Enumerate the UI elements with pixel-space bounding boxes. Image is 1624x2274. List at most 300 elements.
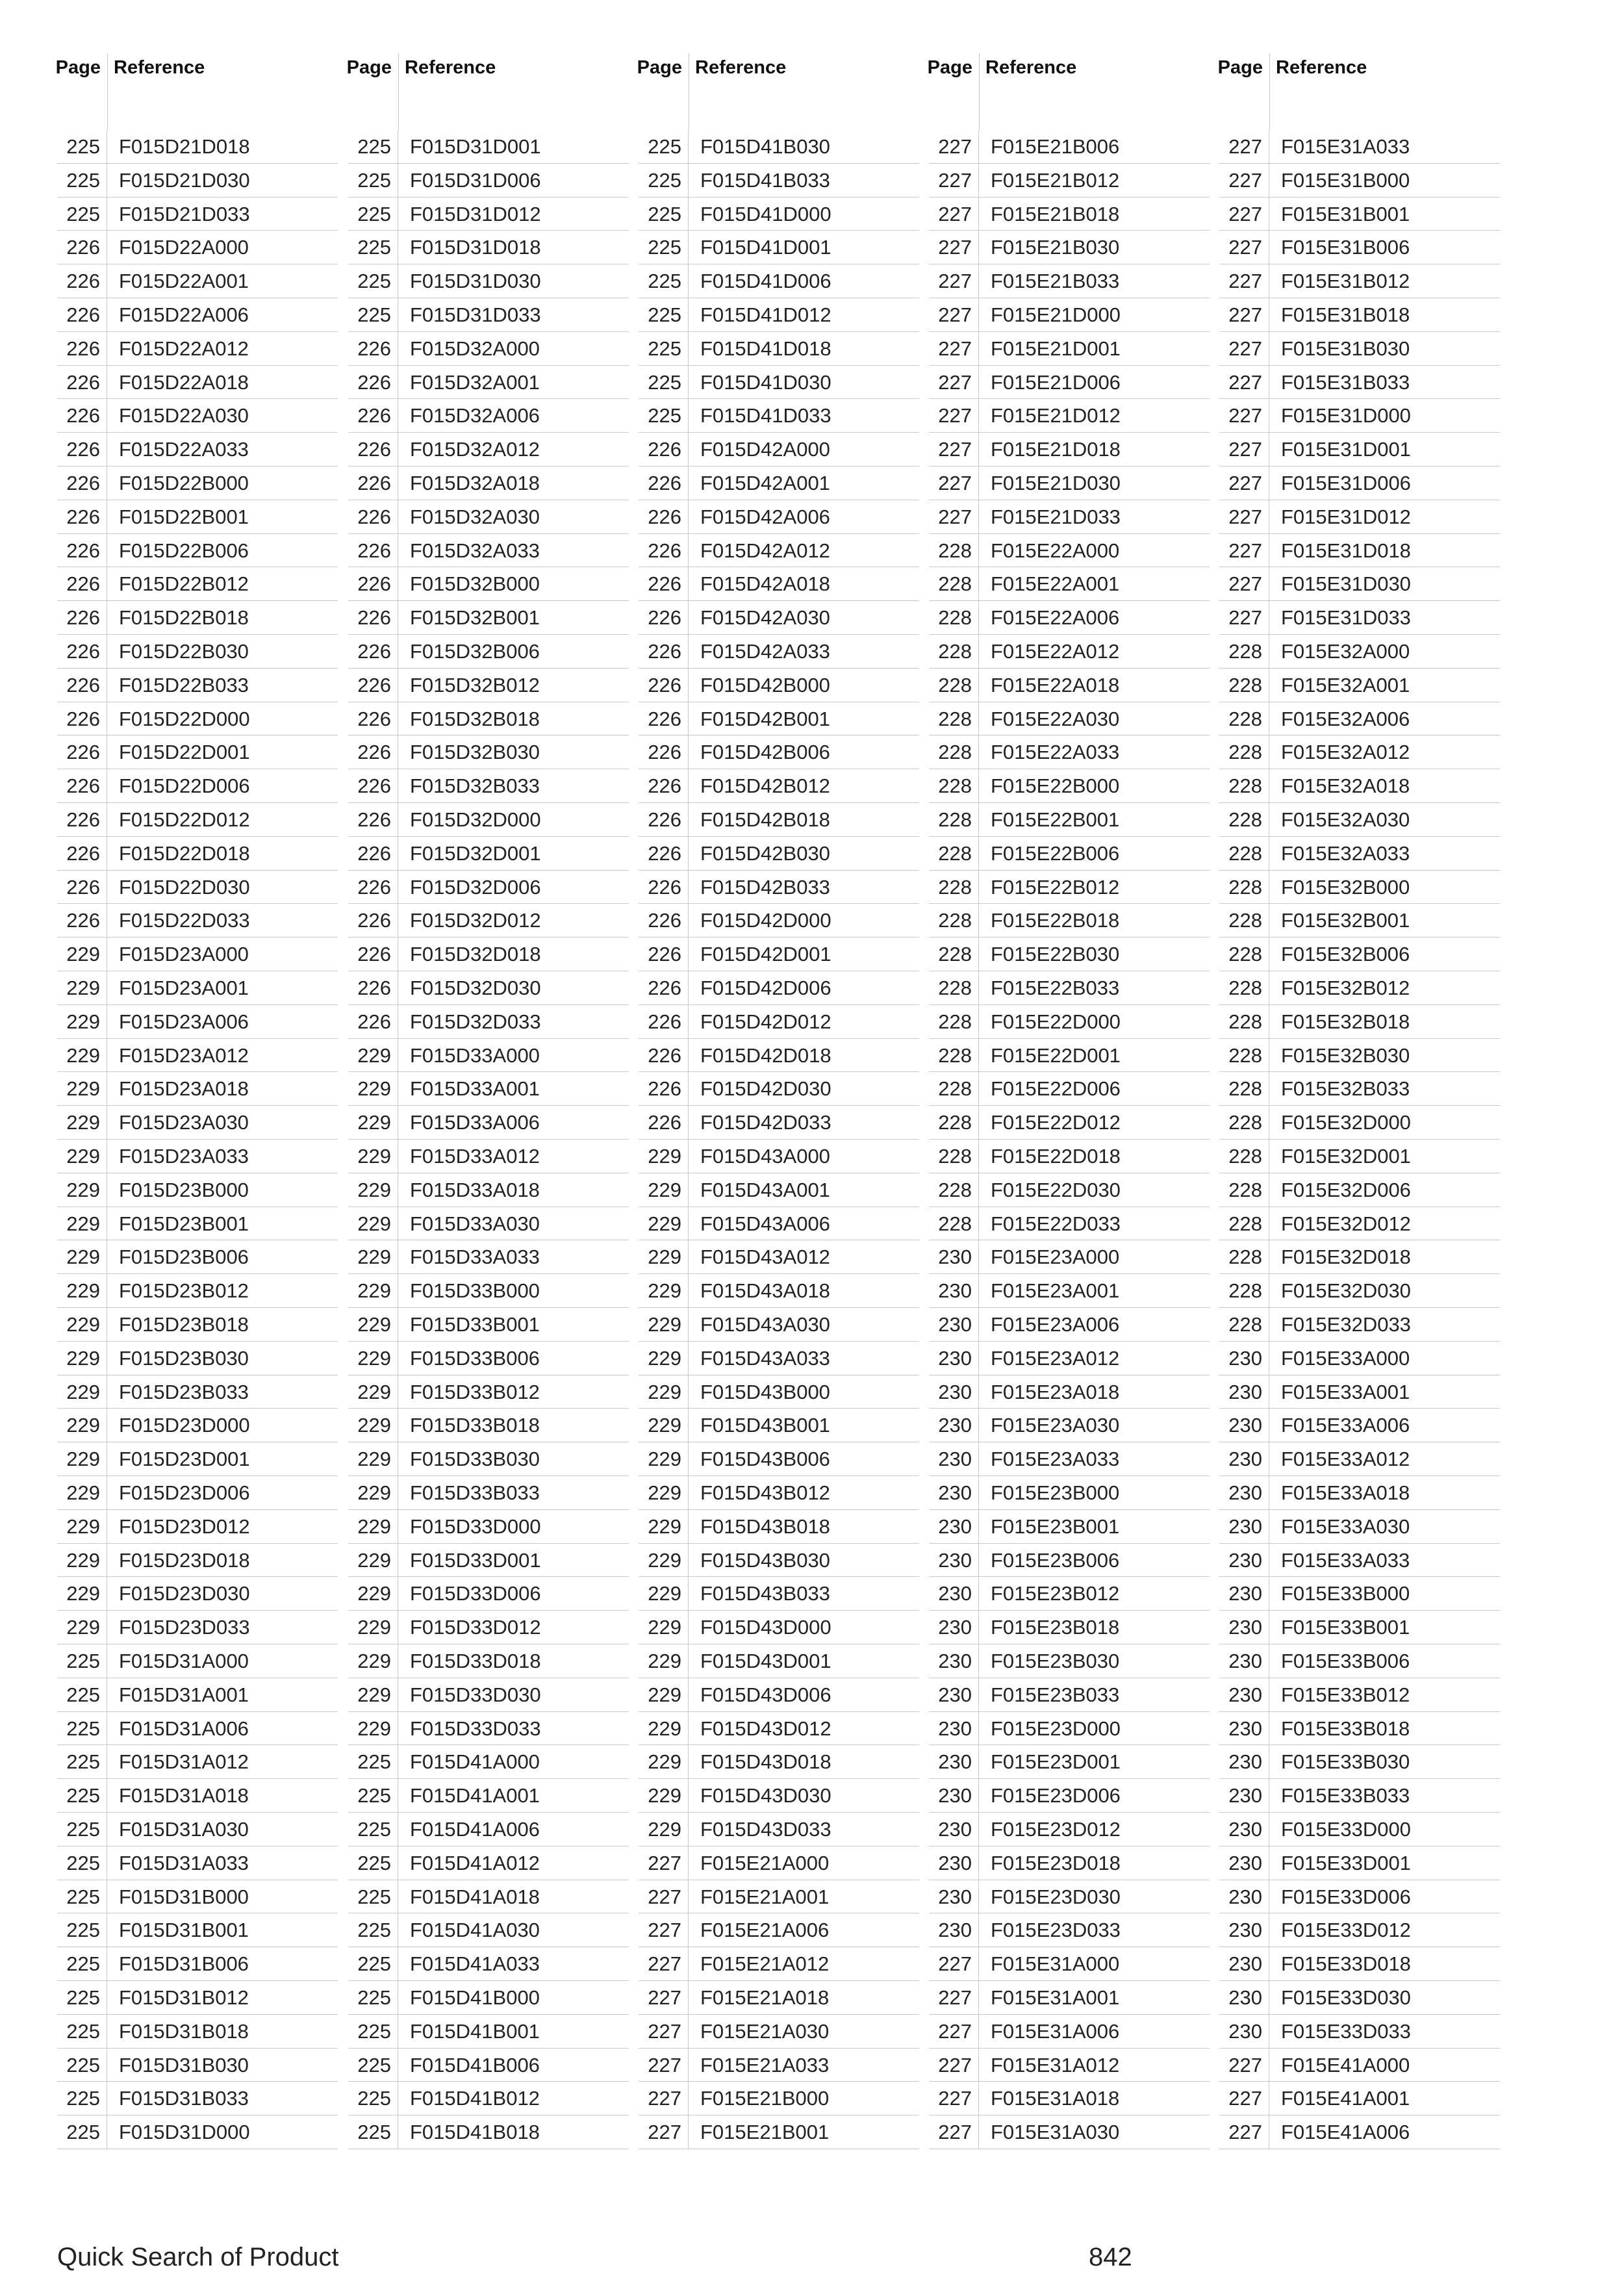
reference-cell: F015E33D012: [1281, 1919, 1411, 1942]
table-row: [57, 231, 338, 264]
reference-cell: F015E32B006: [1281, 943, 1410, 966]
page-number-cell: 226: [639, 735, 689, 769]
table-row: [348, 1913, 629, 1947]
page-number-cell: 225: [57, 130, 107, 163]
page-number-cell: 229: [57, 1173, 107, 1207]
reference-cell: F015E23A030: [991, 1414, 1120, 1437]
table-row: [639, 332, 919, 366]
reference-cell: F015D31A012: [119, 1750, 249, 1774]
table-row: [348, 298, 629, 332]
reference-cell: F015E21B018: [991, 202, 1120, 225]
page-number-cell: 229: [57, 1240, 107, 1273]
table-row: [57, 1375, 338, 1409]
page-number-cell: 225: [348, 2115, 398, 2149]
table-row: [639, 1510, 919, 1544]
reference-cell: F015D42B000: [700, 673, 830, 696]
page-number-cell: 230: [1219, 1544, 1269, 1577]
table-row: [1219, 1274, 1500, 1308]
reference-cell: F015E31B033: [1281, 370, 1410, 394]
reference-cell: F015D33A018: [410, 1178, 540, 1201]
reference-cell: F015D31D001: [410, 135, 541, 158]
page-number-cell: 226: [348, 500, 398, 533]
table-row: [348, 669, 629, 702]
reference-cell: F015D31B033: [119, 2087, 249, 2110]
table-row: [57, 871, 338, 904]
table-row: [348, 1039, 629, 1073]
reference-cell: F015D31D006: [410, 168, 541, 192]
table-row: [348, 366, 629, 400]
page-number-cell: 230: [1219, 1712, 1269, 1745]
reference-cell: F015E23D006: [991, 1784, 1121, 1808]
reference-cell: F015D23D018: [119, 1548, 250, 1572]
table-row: [348, 837, 629, 871]
page-number-cell: 230: [929, 1913, 979, 1947]
page-number-cell: 225: [57, 2082, 107, 2115]
reference-cell: F015E23D033: [991, 1919, 1121, 1942]
reference-cell: F015E22B006: [991, 841, 1120, 865]
page-number-cell: 229: [348, 1039, 398, 1072]
reference-cell: F015D33B006: [410, 1346, 540, 1370]
table-row: [348, 971, 629, 1005]
page-number-cell: 228: [1219, 1140, 1269, 1173]
reference-cell: F015D43A018: [700, 1279, 830, 1303]
reference-cell: F015D23A006: [119, 1010, 249, 1033]
page-number-cell: 225: [639, 332, 689, 365]
page-number-cell: 226: [57, 735, 107, 769]
reference-cell: F015D31A018: [119, 1784, 249, 1808]
table-row: [929, 1342, 1210, 1375]
page-number-cell: 226: [639, 534, 689, 567]
page-number-cell: 229: [348, 1072, 398, 1105]
page-number-cell: 225: [348, 1981, 398, 2014]
table-row: [639, 1846, 919, 1880]
reference-cell: F015E31B000: [1281, 168, 1410, 192]
reference-cell: F015E41A006: [1281, 2121, 1410, 2144]
page-number-cell: 228: [929, 534, 979, 567]
reference-cell: F015D41A001: [410, 1784, 540, 1808]
page-number-cell: 225: [348, 1880, 398, 1913]
reference-cell: F015E22A001: [991, 572, 1120, 596]
reference-cell: F015E22B001: [991, 808, 1120, 831]
header-reference-label: Reference: [985, 57, 1077, 78]
reference-cell: F015D33B000: [410, 1279, 540, 1303]
page-number-cell: 226: [348, 669, 398, 702]
page-number-cell: 228: [929, 1140, 979, 1173]
reference-cell: F015D32A006: [410, 404, 540, 428]
table-row: [57, 433, 338, 466]
table-row: [639, 198, 919, 231]
table-row: [1219, 1409, 1500, 1442]
reference-cell: F015D42A006: [700, 505, 830, 528]
page-number-cell: 225: [639, 130, 689, 163]
page-number-cell: 230: [929, 1240, 979, 1273]
reference-cell: F015D41D030: [700, 370, 831, 394]
table-row: [929, 567, 1210, 601]
table-row: [348, 1611, 629, 1644]
header-reference-label: Reference: [114, 57, 205, 78]
table-row: [639, 1644, 919, 1678]
reference-cell: F015D32B012: [410, 673, 540, 696]
page-number-cell: 230: [1219, 1678, 1269, 1711]
reference-cell: F015D42B033: [700, 875, 830, 899]
reference-cell: F015D23A012: [119, 1043, 249, 1067]
table-row: [639, 1240, 919, 1274]
reference-cell: F015D23D033: [119, 1616, 250, 1639]
page-number-cell: 225: [348, 298, 398, 331]
reference-cell: F015D22B030: [119, 640, 249, 663]
page-number-cell: 229: [57, 1274, 107, 1307]
page-number-cell: 229: [639, 1207, 689, 1240]
page-number-cell: 229: [639, 1510, 689, 1543]
reference-cell: F015D43D018: [700, 1750, 831, 1774]
table-row: [57, 1577, 338, 1611]
page-number-cell: 229: [57, 1611, 107, 1644]
reference-cell: F015E21A030: [700, 2019, 830, 2043]
reference-cell: F015D42B001: [700, 707, 830, 730]
page-number-cell: 229: [348, 1409, 398, 1442]
table-row: [57, 1779, 338, 1813]
table-row: [639, 500, 919, 534]
page-number-cell: 228: [1219, 1207, 1269, 1240]
reference-cell: F015E22D006: [991, 1077, 1121, 1101]
reference-cell: F015E41A001: [1281, 2087, 1410, 2110]
table-row: [348, 1005, 629, 1039]
table-row: [57, 500, 338, 534]
table-row: [348, 534, 629, 568]
page-number-cell: 226: [348, 702, 398, 735]
table-row: [639, 433, 919, 466]
reference-cell: F015E31B030: [1281, 337, 1410, 360]
reference-cell: F015D22B006: [119, 539, 249, 562]
table-row: [639, 1981, 919, 2015]
page-number-cell: 225: [348, 2015, 398, 2048]
page-number-cell: 229: [57, 1342, 107, 1375]
table-row: [929, 702, 1210, 736]
page-number-cell: 226: [57, 837, 107, 870]
table-row: [1219, 1072, 1500, 1106]
reference-cell: F015D43B018: [700, 1514, 830, 1538]
page-number-cell: 227: [1219, 2115, 1269, 2149]
page-number-cell: 229: [57, 1577, 107, 1610]
page-number-cell: 225: [348, 1846, 398, 1880]
page-number-cell: 228: [929, 1173, 979, 1207]
page-number-cell: 229: [57, 1005, 107, 1038]
page-number-cell: 225: [57, 1947, 107, 1980]
reference-cell: F015D31D000: [119, 2121, 250, 2144]
table-row: [348, 399, 629, 433]
table-row: [929, 1442, 1210, 1476]
table-row: [639, 1375, 919, 1409]
reference-cell: F015D22A012: [119, 337, 249, 360]
page-number-cell: 226: [348, 534, 398, 567]
page-number-cell: 228: [929, 803, 979, 836]
table-row: [639, 534, 919, 568]
page-number-cell: 230: [929, 1476, 979, 1509]
reference-cell: F015E21B001: [700, 2121, 830, 2144]
reference-cell: F015E23A000: [991, 1246, 1120, 1269]
table-row: [639, 1409, 919, 1442]
reference-cell: F015E22B033: [991, 977, 1120, 999]
page-number-cell: 227: [639, 1981, 689, 2014]
table-row: [1219, 601, 1500, 635]
page-number-cell: 225: [57, 1846, 107, 1880]
reference-cell: F015E22D000: [991, 1010, 1121, 1033]
reference-cell: F015D23B001: [119, 1212, 249, 1235]
reference-cell: F015D31B006: [119, 1952, 249, 1976]
page-number-cell: 226: [348, 601, 398, 634]
reference-cell: F015E23D012: [991, 1818, 1121, 1841]
page-number-cell: 226: [639, 871, 689, 904]
table-row: [348, 1140, 629, 1173]
page-number-cell: 225: [348, 1745, 398, 1778]
reference-cell: F015D22D012: [119, 808, 250, 831]
table-row: [57, 702, 338, 736]
reference-cell: F015E32A012: [1281, 741, 1410, 764]
table-row: [348, 1308, 629, 1342]
page-number-cell: 225: [348, 1779, 398, 1812]
table-row: [929, 769, 1210, 803]
table-row: [1219, 1981, 1500, 2015]
table-row: [639, 2015, 919, 2049]
reference-cell: F015E32D000: [1281, 1111, 1411, 1134]
page-number-cell: 228: [929, 837, 979, 870]
page-number-cell: 226: [57, 433, 107, 466]
reference-cell: F015D32D001: [410, 841, 541, 865]
table-row: [929, 264, 1210, 298]
table-row: [929, 938, 1210, 971]
page-number-cell: 226: [639, 971, 689, 1004]
reference-cell: F015E22A030: [991, 707, 1120, 730]
table-row: [348, 1240, 629, 1274]
table-row: [639, 2115, 919, 2149]
reference-cell: F015E21D000: [991, 303, 1121, 326]
page-number-cell: 227: [639, 1846, 689, 1880]
table-row: [929, 500, 1210, 534]
table-row: [639, 1342, 919, 1375]
reference-cell: F015E21B030: [991, 236, 1120, 259]
page-number-cell: 225: [348, 2049, 398, 2082]
table-row: [929, 298, 1210, 332]
page-number-cell: 226: [57, 769, 107, 802]
table-row: [348, 500, 629, 534]
table-row: [1219, 1611, 1500, 1644]
reference-cell: F015D23A030: [119, 1111, 249, 1134]
page-number-cell: 229: [639, 1342, 689, 1375]
table-row: [348, 164, 629, 198]
reference-cell: F015D42D012: [700, 1010, 831, 1033]
table-row: [57, 332, 338, 366]
table-row: [639, 399, 919, 433]
table-row: [929, 1880, 1210, 1914]
page-number-cell: 227: [1219, 433, 1269, 466]
table-row: [57, 635, 338, 669]
page-number-cell: 229: [639, 1544, 689, 1577]
page-number-cell: 228: [929, 1039, 979, 1072]
reference-cell: F015D22D000: [119, 707, 250, 730]
page-number-cell: 226: [57, 399, 107, 432]
reference-cell: F015D42B018: [700, 808, 830, 831]
reference-cell: F015E31A030: [991, 2121, 1120, 2144]
page-number-cell: 228: [929, 1072, 979, 1105]
table-row: [1219, 1039, 1500, 1073]
reference-cell: F015D32D030: [410, 977, 541, 999]
page-number-cell: 230: [1219, 1913, 1269, 1947]
table-row: [348, 1846, 629, 1880]
page-number-cell: 226: [348, 332, 398, 365]
reference-cell: F015D41A033: [410, 1952, 540, 1976]
reference-cell: F015E23B030: [991, 1650, 1120, 1672]
page-number-cell: 227: [929, 399, 979, 432]
page-number-cell: 227: [1219, 399, 1269, 432]
page-number-cell: 227: [929, 2049, 979, 2082]
reference-cell: F015E23B018: [991, 1616, 1120, 1639]
page-number-cell: 226: [639, 803, 689, 836]
reference-cell: F015E32A018: [1281, 774, 1410, 798]
page-number-cell: 229: [348, 1644, 398, 1678]
reference-cell: F015E21B006: [991, 135, 1120, 158]
page-number-cell: 229: [348, 1611, 398, 1644]
table-row: [1219, 971, 1500, 1005]
reference-cell: F015E31D001: [1281, 438, 1411, 461]
page-number-cell: 226: [639, 837, 689, 870]
page-number-cell: 228: [929, 1207, 979, 1240]
table-row: [639, 1779, 919, 1813]
reference-cell: F015D33D006: [410, 1582, 541, 1605]
page-number-cell: 225: [57, 1678, 107, 1711]
page-number-cell: 228: [1219, 837, 1269, 870]
table-row: [929, 904, 1210, 938]
page-number-cell: 226: [348, 803, 398, 836]
page-number-cell: 227: [929, 433, 979, 466]
table-row: [1219, 1375, 1500, 1409]
table-row: [348, 264, 629, 298]
reference-cell: F015E23D018: [991, 1851, 1121, 1874]
table-row: [1219, 635, 1500, 669]
table-row: [929, 601, 1210, 635]
reference-cell: F015E22B030: [991, 943, 1120, 966]
table-row: [639, 264, 919, 298]
page-number-cell: 229: [57, 1039, 107, 1072]
reference-cell: F015D41A000: [410, 1750, 540, 1774]
table-row: [639, 1678, 919, 1712]
reference-cell: F015D21D018: [119, 135, 250, 158]
page-number-cell: 228: [929, 871, 979, 904]
table-row: [929, 332, 1210, 366]
table-row: [57, 1544, 338, 1578]
page-number-cell: 229: [57, 1442, 107, 1476]
table-row: [929, 1240, 1210, 1274]
reference-cell: F015D41D018: [700, 337, 831, 360]
reference-cell: F015D22D033: [119, 909, 250, 932]
page-number-cell: 228: [929, 601, 979, 634]
reference-cell: F015D41D033: [700, 404, 831, 428]
table-row: [348, 231, 629, 264]
table-row: [929, 366, 1210, 400]
reference-cell: F015E21A018: [700, 1986, 830, 2009]
reference-cell: F015E41A000: [1281, 2053, 1410, 2076]
page-number-cell: 226: [57, 500, 107, 533]
page-number-cell: 225: [57, 1644, 107, 1678]
page-number-cell: 230: [1219, 1779, 1269, 1812]
reference-cell: F015D32D018: [410, 943, 541, 966]
table-row: [639, 1947, 919, 1981]
page-number-cell: 227: [1219, 466, 1269, 500]
page-number-cell: 227: [929, 164, 979, 197]
page-number-cell: 230: [929, 1846, 979, 1880]
reference-cell: F015D32B000: [410, 572, 540, 596]
reference-cell: F015E21D018: [991, 438, 1121, 461]
page-number-cell: 228: [929, 702, 979, 735]
page-number-cell: 225: [348, 198, 398, 231]
reference-cell: F015D31D033: [410, 303, 541, 326]
page-number-cell: 228: [1219, 1106, 1269, 1139]
table-row: [348, 332, 629, 366]
table-row: [348, 1106, 629, 1140]
table-row: [348, 702, 629, 736]
table-row: [348, 871, 629, 904]
header-page-label: Page: [55, 57, 101, 78]
page-number-cell: 227: [639, 2015, 689, 2048]
page-number-cell: 230: [1219, 1442, 1269, 1476]
table-row: [639, 1476, 919, 1510]
reference-cell: F015E32B000: [1281, 875, 1410, 899]
page-number-cell: 226: [639, 904, 689, 937]
table-row: [57, 1409, 338, 1442]
page-number-cell: 225: [639, 198, 689, 231]
reference-cell: F015E21A012: [700, 1952, 830, 1976]
page-number-cell: 229: [639, 1442, 689, 1476]
table-row: [1219, 1947, 1500, 1981]
page-number-cell: 228: [1219, 669, 1269, 702]
page-number-cell: 228: [1219, 1308, 1269, 1341]
reference-cell: F015D33B018: [410, 1414, 540, 1437]
page-number-cell: 225: [639, 231, 689, 264]
reference-cell: F015D32A030: [410, 505, 540, 528]
page-number-cell: 229: [639, 1140, 689, 1173]
reference-cell: F015E31A018: [991, 2087, 1120, 2110]
page-number-cell: 226: [639, 635, 689, 668]
header-reference-label: Reference: [405, 57, 496, 78]
page-number-cell: 228: [929, 635, 979, 668]
reference-cell: F015E32D018: [1281, 1246, 1411, 1269]
table-row: [929, 971, 1210, 1005]
reference-cell: F015D22A033: [119, 438, 249, 461]
reference-cell: F015E22A018: [991, 673, 1120, 696]
page-number-cell: 228: [1219, 702, 1269, 735]
table-row: [57, 399, 338, 433]
table-row: [348, 1173, 629, 1207]
reference-cell: F015D22B001: [119, 505, 249, 528]
table-row: [1219, 2115, 1500, 2149]
page-number-cell: 227: [1219, 298, 1269, 331]
page-number-cell: 225: [639, 164, 689, 197]
reference-cell: F015E33A001: [1281, 1380, 1410, 1403]
reference-cell: F015E32D006: [1281, 1178, 1411, 1201]
page-number-cell: 230: [929, 1880, 979, 1913]
table-row: [1219, 1779, 1500, 1813]
reference-cell: F015E33D033: [1281, 2019, 1411, 2043]
reference-cell: F015E32A030: [1281, 808, 1410, 831]
reference-cell: F015D42D030: [700, 1077, 831, 1101]
table-row: [639, 1005, 919, 1039]
reference-cell: F015D31D012: [410, 202, 541, 225]
table-row: [639, 1039, 919, 1073]
reference-cell: F015D22B033: [119, 673, 249, 696]
table-row: [57, 1442, 338, 1476]
reference-cell: F015E32B001: [1281, 909, 1410, 932]
page-number-cell: 225: [57, 1913, 107, 1947]
page-number-cell: 226: [57, 635, 107, 668]
